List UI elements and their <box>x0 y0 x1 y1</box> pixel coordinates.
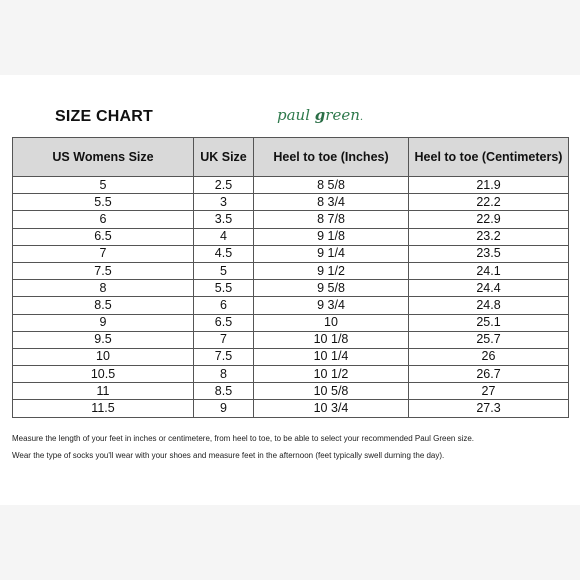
table-row <box>13 245 569 262</box>
cell-centimeters: 24.8 <box>409 297 569 314</box>
cell-uk-size: 2.5 <box>194 177 254 194</box>
cell-us-size: 6.5 <box>13 228 194 245</box>
cell-inches: 9 1/8 <box>254 228 409 245</box>
cell-uk-size: 5.5 <box>194 280 254 297</box>
column-header-inches: Heel to toe (Inches) <box>254 138 409 177</box>
cell-us-size: 5 <box>13 177 194 194</box>
table-row <box>13 177 569 194</box>
cell-centimeters: 24.1 <box>409 262 569 279</box>
measure-instruction: Measure the length of your feet in inches or centimetere, from heel to toe, to be able to select your recommended Paul Green size. <box>12 434 475 443</box>
cell-inches: 8 5/8 <box>254 177 409 194</box>
cell-centimeters: 26.7 <box>409 366 569 383</box>
cell-inches: 10 5/8 <box>254 383 409 400</box>
cell-centimeters: 22.2 <box>409 194 569 211</box>
cell-us-size: 8 <box>13 280 194 297</box>
cell-uk-size: 3 <box>194 194 254 211</box>
column-header-centimeters: Heel to toe (Centimeters) <box>409 138 569 177</box>
table-row <box>13 280 569 297</box>
cell-centimeters: 21.9 <box>409 177 569 194</box>
table-row <box>13 297 569 314</box>
brand-logo-part: reen <box>325 106 360 124</box>
table-row <box>13 211 569 228</box>
cell-inches: 9 1/2 <box>254 262 409 279</box>
cell-uk-size: 6 <box>194 297 254 314</box>
cell-uk-size: 3.5 <box>194 211 254 228</box>
cell-uk-size: 4.5 <box>194 245 254 262</box>
size-table-body <box>13 177 569 418</box>
cell-us-size: 11 <box>13 383 194 400</box>
cell-uk-size: 7 <box>194 331 254 348</box>
cell-centimeters: 27 <box>409 383 569 400</box>
cell-inches: 10 <box>254 314 409 331</box>
cell-inches: 10 3/4 <box>254 400 409 417</box>
sock-instruction: Wear the type of socks you'll wear with your shoes and measure feet in the afternoon (feet typically swell durning the day). <box>12 451 445 460</box>
table-row <box>13 228 569 245</box>
cell-centimeters: 25.7 <box>409 331 569 348</box>
table-row <box>13 400 569 417</box>
brand-logo <box>277 104 363 129</box>
cell-us-size: 10 <box>13 348 194 365</box>
cell-uk-size: 8.5 <box>194 383 254 400</box>
cell-uk-size: 4 <box>194 228 254 245</box>
cell-us-size: 5.5 <box>13 194 194 211</box>
cell-centimeters: 22.9 <box>409 211 569 228</box>
table-row <box>13 262 569 279</box>
table-row <box>13 366 569 383</box>
column-header-us-size: US Womens Size <box>13 138 194 177</box>
brand-logo-part: paul <box>277 106 315 124</box>
cell-us-size: 6 <box>13 211 194 228</box>
cell-centimeters: 25.1 <box>409 314 569 331</box>
cell-us-size: 9.5 <box>13 331 194 348</box>
cell-centimeters: 26 <box>409 348 569 365</box>
cell-us-size: 11.5 <box>13 400 194 417</box>
cell-inches: 9 5/8 <box>254 280 409 297</box>
cell-inches: 9 3/4 <box>254 297 409 314</box>
brand-logo-part: g <box>314 106 326 124</box>
cell-centimeters: 23.2 <box>409 228 569 245</box>
table-row <box>13 348 569 365</box>
brand-logo-part: . <box>359 112 364 123</box>
table-row <box>13 314 569 331</box>
cell-uk-size: 5 <box>194 262 254 279</box>
cell-us-size: 10.5 <box>13 366 194 383</box>
page-title: SIZE CHART <box>55 108 153 125</box>
cell-inches: 10 1/8 <box>254 331 409 348</box>
table-header-row <box>13 138 569 177</box>
cell-inches: 8 3/4 <box>254 194 409 211</box>
cell-inches: 10 1/4 <box>254 348 409 365</box>
cell-us-size: 7.5 <box>13 262 194 279</box>
cell-centimeters: 27.3 <box>409 400 569 417</box>
cell-uk-size: 6.5 <box>194 314 254 331</box>
table-row <box>13 383 569 400</box>
cell-uk-size: 9 <box>194 400 254 417</box>
cell-inches: 8 7/8 <box>254 211 409 228</box>
cell-us-size: 8.5 <box>13 297 194 314</box>
cell-inches: 9 1/4 <box>254 245 409 262</box>
table-row <box>13 331 569 348</box>
cell-centimeters: 23.5 <box>409 245 569 262</box>
cell-us-size: 7 <box>13 245 194 262</box>
cell-us-size: 9 <box>13 314 194 331</box>
table-row <box>13 194 569 211</box>
column-header-uk-size: UK Size <box>194 138 254 177</box>
cell-uk-size: 8 <box>194 366 254 383</box>
cell-inches: 10 1/2 <box>254 366 409 383</box>
size-table <box>12 137 569 418</box>
cell-uk-size: 7.5 <box>194 348 254 365</box>
cell-centimeters: 24.4 <box>409 280 569 297</box>
